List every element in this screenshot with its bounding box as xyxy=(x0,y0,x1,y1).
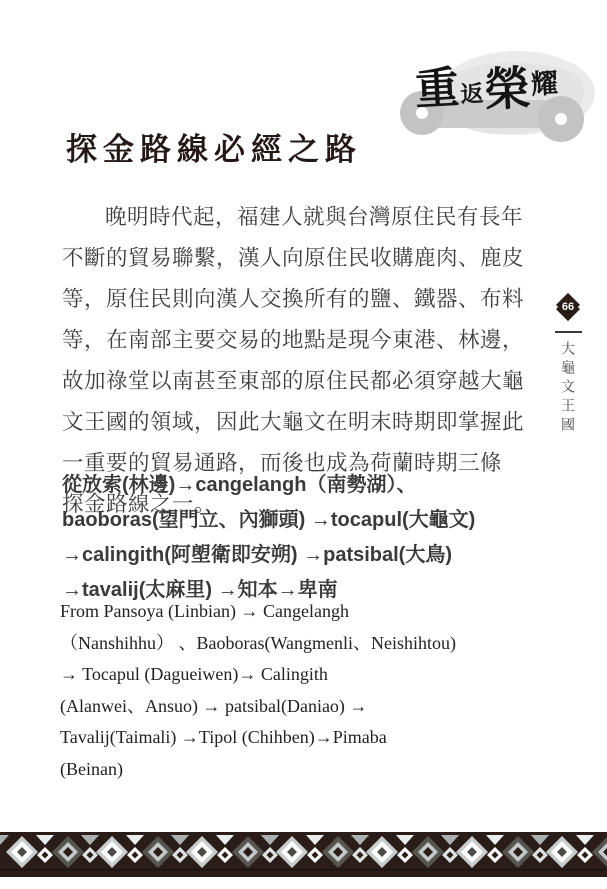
series-logo xyxy=(389,45,599,150)
body-line: 探金路線之一。 xyxy=(62,492,217,516)
logo-char: 返 xyxy=(459,80,485,109)
body-line: 一重要的貿易通路，而後也成為荷蘭時期三條 xyxy=(62,451,503,475)
route-zh-line: 從放索(林邊)→cangelangh（南勢湖）、 xyxy=(62,474,417,496)
route-zh-line: baoboras(望門立、內獅頭) →tocapul(大龜文) xyxy=(62,509,476,531)
tribal-border-pattern xyxy=(0,832,607,877)
route-zh-line: →tavalij(太麻里) →知本→卑南 xyxy=(62,579,338,601)
tab-divider xyxy=(555,331,582,333)
route-en-line: （Nanshihhu） 、Baoboras(Wangmenli、Neishihtou) xyxy=(60,632,456,653)
route-en-line: → Tocapul (Dagueiwen)→ Calingith xyxy=(60,664,328,684)
logo-calligraphy-text xyxy=(413,59,559,118)
logo-char: 榮 xyxy=(482,60,532,118)
body-line: 等，原住民則向漢人交換所有的鹽、鐵器、布料 xyxy=(62,287,525,311)
route-en-line: Tavalij(Taimali) →Tipol (Chihben)→Pimaba xyxy=(60,727,387,747)
route-zh-line: →calingith(阿塱衛即安朔) →patsibal(大鳥) xyxy=(62,544,452,566)
body-line: 晚明時代起，福建人就與台灣原住民有長年 xyxy=(105,205,524,229)
logo-char: 重 xyxy=(413,62,461,116)
body-line: 故加祿堂以南甚至東部的原住民都必須穿越大龜 xyxy=(62,369,525,393)
page-number: 66 xyxy=(561,301,575,313)
logo-char: 耀 xyxy=(530,68,559,101)
route-en-line: (Beinan) xyxy=(60,758,123,779)
book-title-vertical: 大龜文王國 xyxy=(560,341,576,436)
page-title: 探金路線必經之路 xyxy=(66,132,362,168)
body-line: 不斷的貿易聯繫，漢人向原住民收購鹿肉、鹿皮 xyxy=(62,246,525,270)
margin-tab xyxy=(552,294,584,436)
body-line: 等，在南部主要交易的地點是現今東港、林邊， xyxy=(62,328,525,352)
route-en-line: From Pansoya (Linbian) → Cangelangh xyxy=(60,601,349,621)
route-english xyxy=(60,596,546,785)
body-line: 文王國的領域，因此大龜文在明末時期即掌握此 xyxy=(62,410,525,434)
page-number-badge xyxy=(554,293,582,321)
route-chinese xyxy=(62,468,542,608)
route-en-line: (Alanwei、Ansuo) → patsibal(Daniao) → xyxy=(60,695,368,716)
diamond-pattern-graphic xyxy=(0,832,607,877)
